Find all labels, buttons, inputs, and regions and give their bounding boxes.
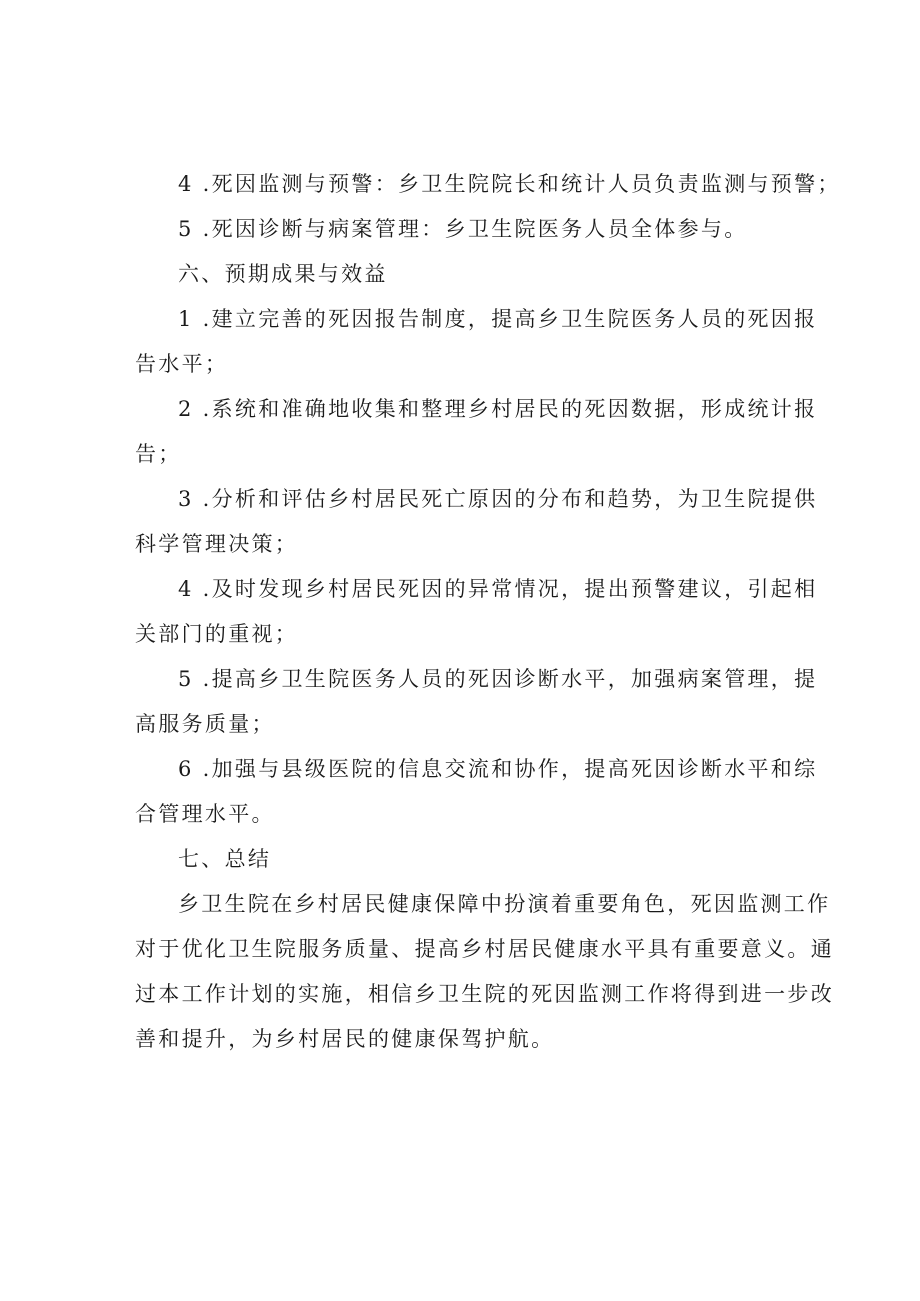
summary-paragraph-line-1: 乡卫生院在乡村居民健康保障中扮演着重要角色，死因监测工作 xyxy=(178,892,831,916)
result-item-1: 1 .建立完善的死因报告制度，提高乡卫生院医务人员的死因报 xyxy=(178,307,818,331)
result-item-4-continued: 关部门的重视； xyxy=(135,622,299,646)
result-item-5: 5 .提高乡卫生院医务人员的死因诊断水平，加强病案管理，提 xyxy=(178,667,818,691)
section-heading-summary: 七、总结 xyxy=(178,847,272,871)
summary-paragraph-line-4: 善和提升，为乡村居民的健康保驾护航。 xyxy=(135,1027,555,1051)
result-item-6-continued: 合管理水平。 xyxy=(135,802,275,826)
section-heading-expected-results: 六、预期成果与效益 xyxy=(178,262,388,286)
summary-paragraph-line-3: 过本工作计划的实施，相信乡卫生院的死因监测工作将得到进一步改 xyxy=(135,982,834,1006)
result-item-4: 4 .及时发现乡村居民死因的异常情况，提出预警建议，引起相 xyxy=(178,577,818,601)
result-item-3-continued: 科学管理决策； xyxy=(135,532,299,556)
result-item-5-continued: 高服务质量； xyxy=(135,712,275,736)
result-item-2-continued: 告； xyxy=(135,442,182,466)
result-item-2: 2 .系统和准确地收集和整理乡村居民的死因数据，形成统计报 xyxy=(178,397,818,421)
list-item-monitoring-warning: 4 .死因监测与预警：乡卫生院院长和统计人员负责监测与预警； xyxy=(178,172,841,196)
result-item-3: 3 .分析和评估乡村居民死亡原因的分布和趋势，为卫生院提供 xyxy=(178,487,818,511)
result-item-6: 6 .加强与县级医院的信息交流和协作，提高死因诊断水平和综 xyxy=(178,757,818,781)
summary-paragraph-line-2: 对于优化卫生院服务质量、提高乡村居民健康水平具有重要意义。通 xyxy=(135,937,834,961)
result-item-1-continued: 告水平； xyxy=(135,352,229,376)
list-item-diagnosis-records: 5 .死因诊断与病案管理：乡卫生院医务人员全体参与。 xyxy=(178,217,748,241)
